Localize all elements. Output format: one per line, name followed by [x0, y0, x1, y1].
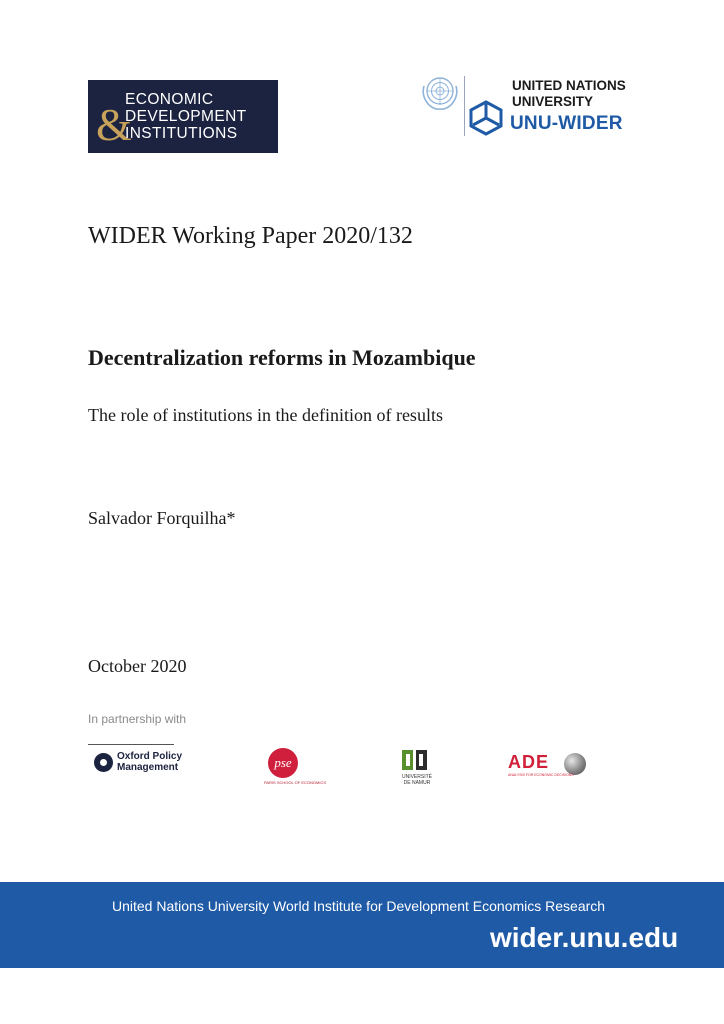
edi-logo-line: DEVELOPMENT — [125, 108, 247, 125]
un-emblem-icon — [419, 74, 461, 112]
paper-title: Decentralization reforms in Mozambique — [88, 345, 476, 370]
paper-series: WIDER Working Paper 2020/132 — [88, 223, 413, 249]
partnership-label: In partnership with — [88, 712, 187, 726]
edi-logo-text — [125, 91, 247, 142]
unu-mark-icon — [469, 100, 503, 136]
ade-logo — [508, 752, 590, 780]
namur-caption-line: UNIVERSITÉ — [401, 774, 432, 780]
paper-subtitle: The role of institutions in the definition of results — [88, 405, 443, 425]
unu-logo-divider — [464, 76, 465, 136]
pse-caption: PARIS SCHOOL OF ECONOMICS — [264, 780, 327, 785]
universite-de-namur-logo — [397, 748, 437, 790]
unu-wider-wordmark: UNU-WIDER — [510, 113, 623, 134]
namur-caption-line: DE NAMUR — [403, 780, 431, 786]
namur-mark-icon — [401, 748, 429, 772]
unu-name — [512, 78, 626, 110]
namur-caption — [397, 774, 437, 786]
edi-logo — [88, 80, 278, 153]
ade-caption: ANALYSIS FOR ECONOMIC DECISIONS — [508, 773, 574, 777]
opm-logo-line: Management — [117, 762, 179, 773]
opm-logo-line: Oxford Policy — [117, 751, 183, 762]
pse-circle-icon: pse — [268, 748, 298, 778]
edi-logo-line: INSTITUTIONS — [125, 125, 238, 142]
paris-school-of-economics-logo — [264, 748, 327, 790]
unu-name-line: UNIVERSITY — [512, 94, 594, 109]
globe-icon — [564, 753, 586, 775]
partnership-divider — [88, 744, 174, 745]
ade-wordmark: ADE — [508, 752, 550, 772]
edi-logo-ampersand: & — [96, 99, 132, 150]
footer-institute-name: United Nations University World Institute for Development Economics Research — [112, 898, 606, 914]
opm-logo-text — [117, 751, 182, 773]
edi-logo-line: ECONOMIC — [125, 91, 214, 108]
opm-circle-icon — [94, 753, 113, 772]
paper-date: October 2020 — [88, 656, 187, 676]
unu-name-line: UNITED NATIONS — [512, 78, 626, 93]
footer-website-url[interactable]: wider.unu.edu — [490, 922, 679, 953]
paper-author: Salvador Forquilha* — [88, 508, 236, 528]
